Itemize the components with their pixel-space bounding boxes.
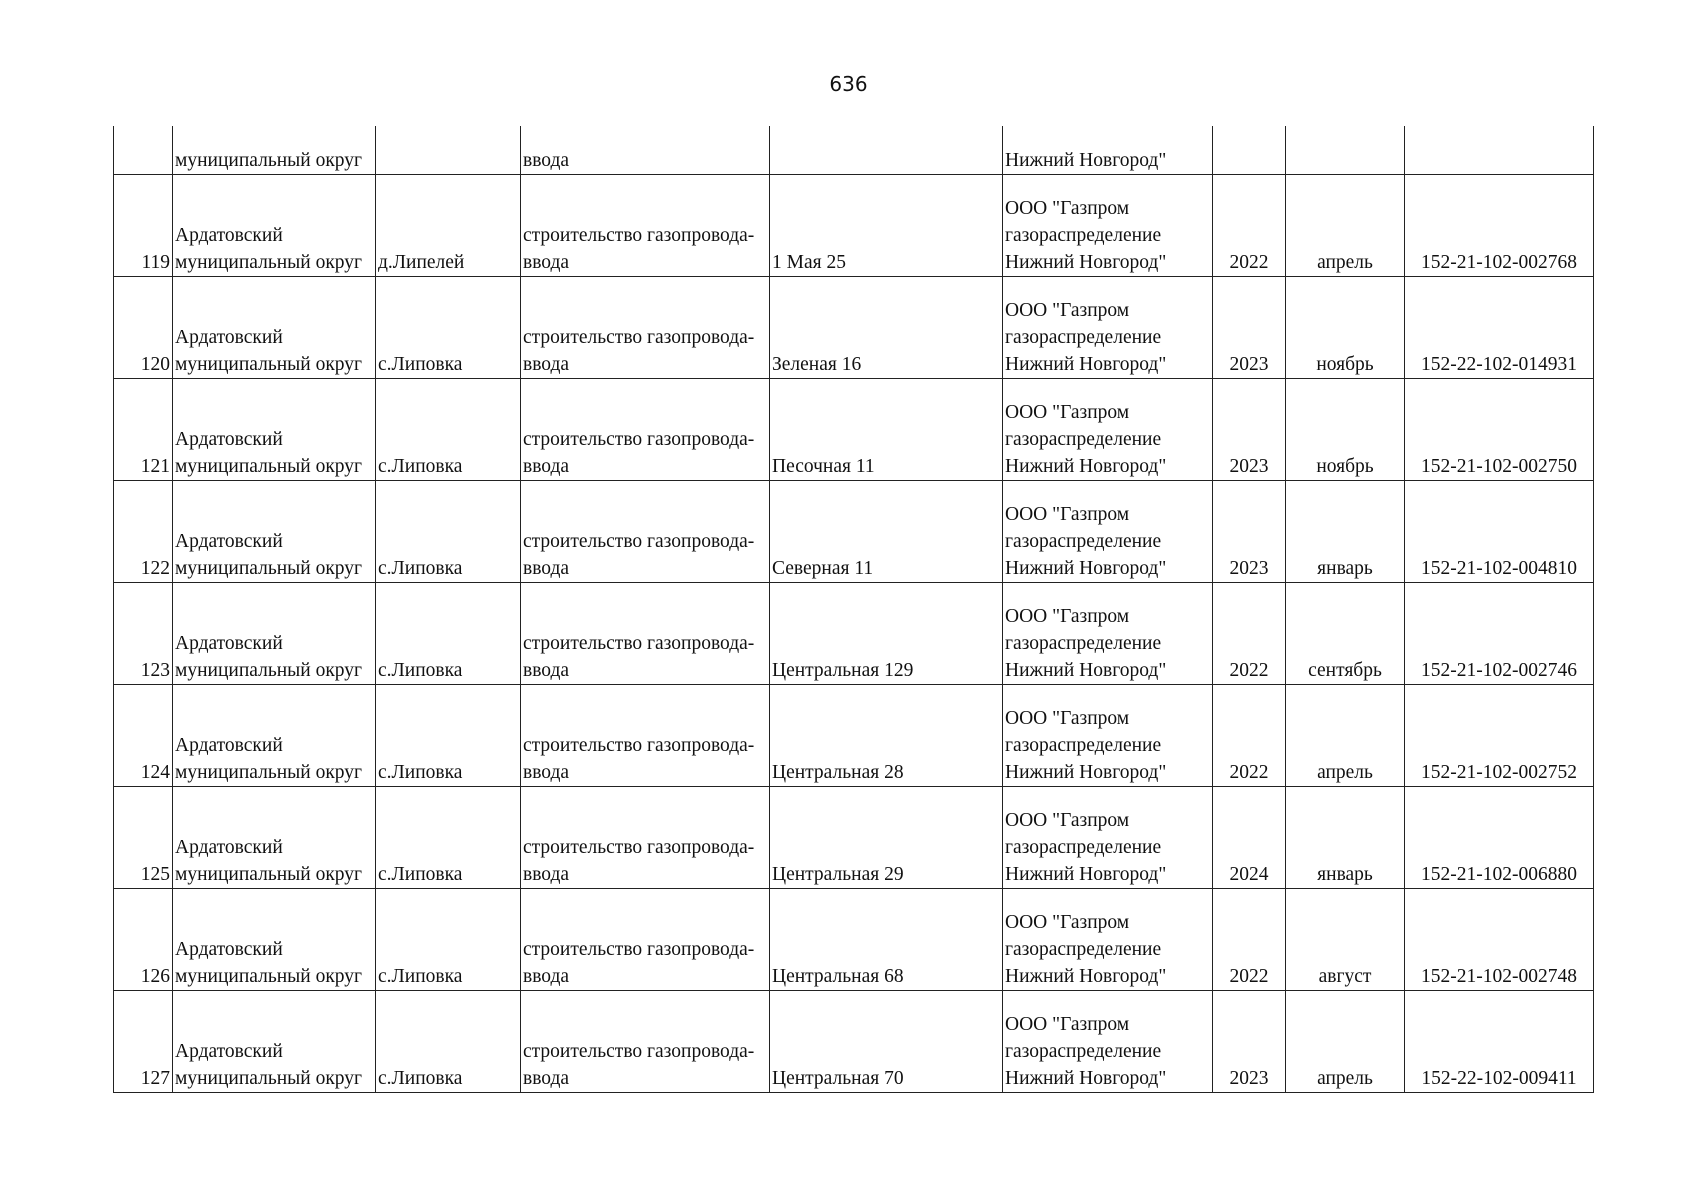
cell-num-line: 120 (140, 353, 170, 375)
cell-work: ввода (521, 126, 770, 174)
cell-address (770, 786, 1003, 888)
cell-settlement (376, 276, 521, 378)
cell-year (1213, 990, 1286, 1092)
gas-pipeline-register-table (113, 126, 1594, 1093)
cell-address-line: Центральная 70 (772, 1067, 904, 1089)
cell-year (1213, 174, 1286, 276)
cell-district-line: муниципальный округ (175, 353, 363, 375)
cell-year-line: 2023 (1229, 1067, 1269, 1089)
cell-organization-line: Нижний Новгород" (1005, 455, 1167, 477)
cell-address-line: Центральная 129 (772, 659, 914, 681)
cell-code-line: 152-21-102-002746 (1421, 659, 1577, 681)
cell-num (114, 480, 173, 582)
cell-address (770, 378, 1003, 480)
cell-organization-line: ООО "Газпром (1005, 299, 1130, 321)
cell-organization-line: ООО "Газпром (1005, 809, 1130, 831)
cell-num (114, 990, 173, 1092)
cell-num (114, 582, 173, 684)
cell-district-line: Ардатовский (175, 1040, 283, 1062)
cell-num (114, 888, 173, 990)
cell-settlement-line: с.Липовка (378, 863, 463, 885)
table-row (114, 582, 1594, 684)
cell-district-line: муниципальный округ (175, 659, 363, 681)
cell-work (521, 684, 770, 786)
cell-settlement (376, 786, 521, 888)
cell-year-line: 2023 (1229, 353, 1269, 375)
cell-settlement (376, 378, 521, 480)
cell-month (1286, 888, 1405, 990)
cell-district-line: Ардатовский (175, 326, 283, 348)
cell-district-line: муниципальный округ (175, 251, 363, 273)
cell-district (173, 582, 376, 684)
cell-organization-line: газораспределение (1005, 428, 1162, 450)
cell-district-line: Ардатовский (175, 428, 283, 450)
cell-month (1286, 174, 1405, 276)
cell-code (1405, 990, 1594, 1092)
cell-num-line: 127 (140, 1067, 170, 1089)
cell-address (770, 582, 1003, 684)
cell-year (1213, 888, 1286, 990)
cell-organization-line: газораспределение (1005, 836, 1162, 858)
table-row (114, 990, 1594, 1092)
cell-address (770, 480, 1003, 582)
cell-year-line: 2022 (1229, 965, 1269, 987)
cell-organization-line: Нижний Новгород" (1005, 761, 1167, 783)
cell-district-line: Ардатовский (175, 836, 283, 858)
cell-year (1213, 378, 1286, 480)
cell-district-line: муниципальный округ (175, 965, 363, 987)
cell-address (770, 126, 1003, 174)
cell-address-line: 1 Мая 25 (772, 251, 846, 273)
cell-district (173, 480, 376, 582)
cell-month-line: январь (1317, 863, 1373, 885)
table-row (114, 480, 1594, 582)
cell-organization-line: газораспределение (1005, 326, 1162, 348)
cell-work-line: строительство газопровода- (523, 224, 755, 246)
cell-district-line: Ардатовский (175, 632, 283, 654)
cell-work (521, 174, 770, 276)
cell-work-line: ввода (523, 761, 570, 783)
cell-num-line: 124 (140, 761, 170, 783)
cell-organization (1003, 990, 1213, 1092)
cell-work-line: строительство газопровода- (523, 836, 755, 858)
cell-month (1286, 684, 1405, 786)
cell-month-line: январь (1317, 557, 1373, 579)
cell-organization (1003, 888, 1213, 990)
cell-district-line: Ардатовский (175, 530, 283, 552)
cell-settlement-line: с.Липовка (378, 659, 463, 681)
table-row (114, 378, 1594, 480)
cell-month (1286, 276, 1405, 378)
cell-work-line: ввода (523, 1067, 570, 1089)
cell-organization (1003, 684, 1213, 786)
cell-settlement-line: с.Липовка (378, 965, 463, 987)
cell-month-line: август (1318, 965, 1372, 987)
cell-address (770, 888, 1003, 990)
cell-code (1405, 174, 1594, 276)
cell-month (1286, 480, 1405, 582)
cell-organization-line: газораспределение (1005, 632, 1162, 654)
cell-code-line: 152-21-102-004810 (1421, 557, 1577, 579)
cell-work-line: ввода (523, 557, 570, 579)
cell-num-line: 119 (141, 251, 170, 273)
cell-month-line: ноябрь (1316, 455, 1374, 477)
cell-work-line: строительство газопровода- (523, 326, 755, 348)
cell-work-line: ввода (523, 659, 570, 681)
cell-organization (1003, 582, 1213, 684)
cell-organization-line: Нижний Новгород" (1005, 1067, 1167, 1089)
cell-organization (1003, 174, 1213, 276)
cell-organization-line: газораспределение (1005, 1040, 1162, 1062)
cell-code (1405, 126, 1594, 174)
cell-address-line: Северная 11 (772, 557, 874, 579)
cell-district-line: муниципальный округ (175, 761, 363, 783)
cell-year (1213, 582, 1286, 684)
cell-num (114, 786, 173, 888)
cell-address (770, 174, 1003, 276)
cell-address-line: Зеленая 16 (772, 353, 862, 375)
cell-address-line: Центральная 28 (772, 761, 904, 783)
cell-work (521, 786, 770, 888)
cell-district-line: муниципальный округ (175, 455, 363, 477)
cell-work-line: строительство газопровода- (523, 938, 755, 960)
table-row (114, 786, 1594, 888)
cell-work-line: ввода (523, 455, 570, 477)
cell-work (521, 888, 770, 990)
cell-code-line: 152-21-102-002752 (1421, 761, 1577, 783)
cell-work-line: строительство газопровода- (523, 530, 755, 552)
cell-settlement (376, 684, 521, 786)
cell-work (521, 276, 770, 378)
cell-district (173, 684, 376, 786)
cell-num-line: 126 (140, 965, 170, 987)
cell-district (173, 378, 376, 480)
cell-year (1213, 126, 1286, 174)
cell-work-line: строительство газопровода- (523, 632, 755, 654)
cell-year-line: 2023 (1229, 557, 1269, 579)
cell-settlement (376, 888, 521, 990)
cell-num (114, 276, 173, 378)
cell-month-line: апрель (1317, 251, 1373, 273)
cell-work-line: ввода (523, 251, 570, 273)
page-number: 636 (829, 72, 868, 96)
cell-address (770, 990, 1003, 1092)
cell-num-line: 123 (140, 659, 170, 681)
cell-month-line: апрель (1317, 1067, 1373, 1089)
cell-district-line: муниципальный округ (175, 557, 363, 579)
cell-organization-line: газораспределение (1005, 734, 1162, 756)
cell-code (1405, 786, 1594, 888)
cell-settlement-line: д.Липелей (378, 251, 465, 273)
cell-month (1286, 126, 1405, 174)
cell-organization-line: Нижний Новгород" (1005, 353, 1167, 375)
cell-organization-line: ООО "Газпром (1005, 707, 1130, 729)
cell-address (770, 684, 1003, 786)
cell-year (1213, 684, 1286, 786)
cell-num (114, 684, 173, 786)
cell-work (521, 582, 770, 684)
table-body (114, 126, 1594, 1092)
cell-organization (1003, 378, 1213, 480)
cell-work-line: строительство газопровода- (523, 1040, 755, 1062)
cell-organization: Нижний Новгород" (1003, 126, 1213, 174)
cell-organization-line: ООО "Газпром (1005, 503, 1130, 525)
cell-organization-line: ООО "Газпром (1005, 911, 1130, 933)
cell-code (1405, 480, 1594, 582)
cell-organization-line: ООО "Газпром (1005, 1013, 1130, 1035)
cell-month (1286, 582, 1405, 684)
cell-settlement-line: с.Липовка (378, 557, 463, 579)
cell-organization-line: Нижний Новгород" (1005, 557, 1167, 579)
cell-num-line: 121 (140, 455, 170, 477)
cell-district-line: муниципальный округ (175, 863, 363, 885)
table-row (114, 174, 1594, 276)
table-row (114, 684, 1594, 786)
cell-settlement (376, 126, 521, 174)
cell-month-line: сентябрь (1308, 659, 1382, 681)
cell-month-line: ноябрь (1316, 353, 1374, 375)
cell-work-line: ввода (523, 965, 570, 987)
cell-settlement (376, 582, 521, 684)
cell-district (173, 888, 376, 990)
cell-work-line: ввода (523, 863, 570, 885)
cell-settlement (376, 174, 521, 276)
cell-code (1405, 378, 1594, 480)
cell-settlement (376, 990, 521, 1092)
cell-district-line: Ардатовский (175, 734, 283, 756)
continuation-row (114, 126, 1594, 174)
cell-settlement-line: с.Липовка (378, 1067, 463, 1089)
cell-district-line: Ардатовский (175, 224, 283, 246)
cell-year (1213, 480, 1286, 582)
cell-address-line: Центральная 29 (772, 863, 904, 885)
cell-organization-line: газораспределение (1005, 530, 1162, 552)
cell-address (770, 276, 1003, 378)
cell-year-line: 2024 (1229, 863, 1269, 885)
cell-month (1286, 990, 1405, 1092)
cell-settlement-line: с.Липовка (378, 455, 463, 477)
cell-num-line: 125 (140, 863, 170, 885)
cell-work (521, 480, 770, 582)
cell-work-line: строительство газопровода- (523, 734, 755, 756)
cell-district (173, 174, 376, 276)
cell-code (1405, 582, 1594, 684)
cell-district-line: Ардатовский (175, 938, 283, 960)
cell-organization-line: Нижний Новгород" (1005, 659, 1167, 681)
cell-organization (1003, 480, 1213, 582)
cell-settlement-line: с.Липовка (378, 353, 463, 375)
cell-num (114, 174, 173, 276)
cell-organization-line: Нижний Новгород" (1005, 863, 1167, 885)
cell-code (1405, 888, 1594, 990)
cell-code-line: 152-21-102-002768 (1421, 251, 1577, 273)
cell-num (114, 126, 173, 174)
cell-address-line: Центральная 68 (772, 965, 904, 987)
cell-num (114, 378, 173, 480)
cell-year-line: 2022 (1229, 251, 1269, 273)
cell-organization-line: Нижний Новгород" (1005, 965, 1167, 987)
cell-district-line: муниципальный округ (175, 1067, 363, 1089)
cell-work-line: ввода (523, 353, 570, 375)
cell-district (173, 990, 376, 1092)
cell-organization-line: ООО "Газпром (1005, 401, 1130, 423)
cell-year-line: 2022 (1229, 761, 1269, 783)
cell-work (521, 378, 770, 480)
cell-district (173, 276, 376, 378)
cell-work (521, 990, 770, 1092)
cell-month-line: апрель (1317, 761, 1373, 783)
cell-organization-line: ООО "Газпром (1005, 197, 1130, 219)
cell-code-line: 152-21-102-002748 (1421, 965, 1577, 987)
cell-year (1213, 276, 1286, 378)
cell-organization-line: газораспределение (1005, 938, 1162, 960)
table-row (114, 888, 1594, 990)
cell-address-line: Песочная 11 (772, 455, 875, 477)
cell-organization-line: Нижний Новгород" (1005, 251, 1167, 273)
cell-settlement (376, 480, 521, 582)
cell-month (1286, 786, 1405, 888)
cell-code-line: 152-21-102-002750 (1421, 455, 1577, 477)
table-row (114, 276, 1594, 378)
cell-code (1405, 276, 1594, 378)
cell-year (1213, 786, 1286, 888)
cell-code-line: 152-21-102-006880 (1421, 863, 1577, 885)
cell-code-line: 152-22-102-009411 (1421, 1067, 1577, 1089)
cell-month (1286, 378, 1405, 480)
cell-organization (1003, 786, 1213, 888)
cell-organization-line: ООО "Газпром (1005, 605, 1130, 627)
cell-num-line: 122 (140, 557, 170, 579)
cell-code-line: 152-22-102-014931 (1421, 353, 1577, 375)
cell-settlement-line: с.Липовка (378, 761, 463, 783)
cell-code (1405, 684, 1594, 786)
cell-year-line: 2023 (1229, 455, 1269, 477)
cell-year-line: 2022 (1229, 659, 1269, 681)
cell-work-line: строительство газопровода- (523, 428, 755, 450)
cell-district (173, 786, 376, 888)
cell-organization (1003, 276, 1213, 378)
cell-organization-line: газораспределение (1005, 224, 1162, 246)
cell-district: муниципальный округ (173, 126, 376, 174)
